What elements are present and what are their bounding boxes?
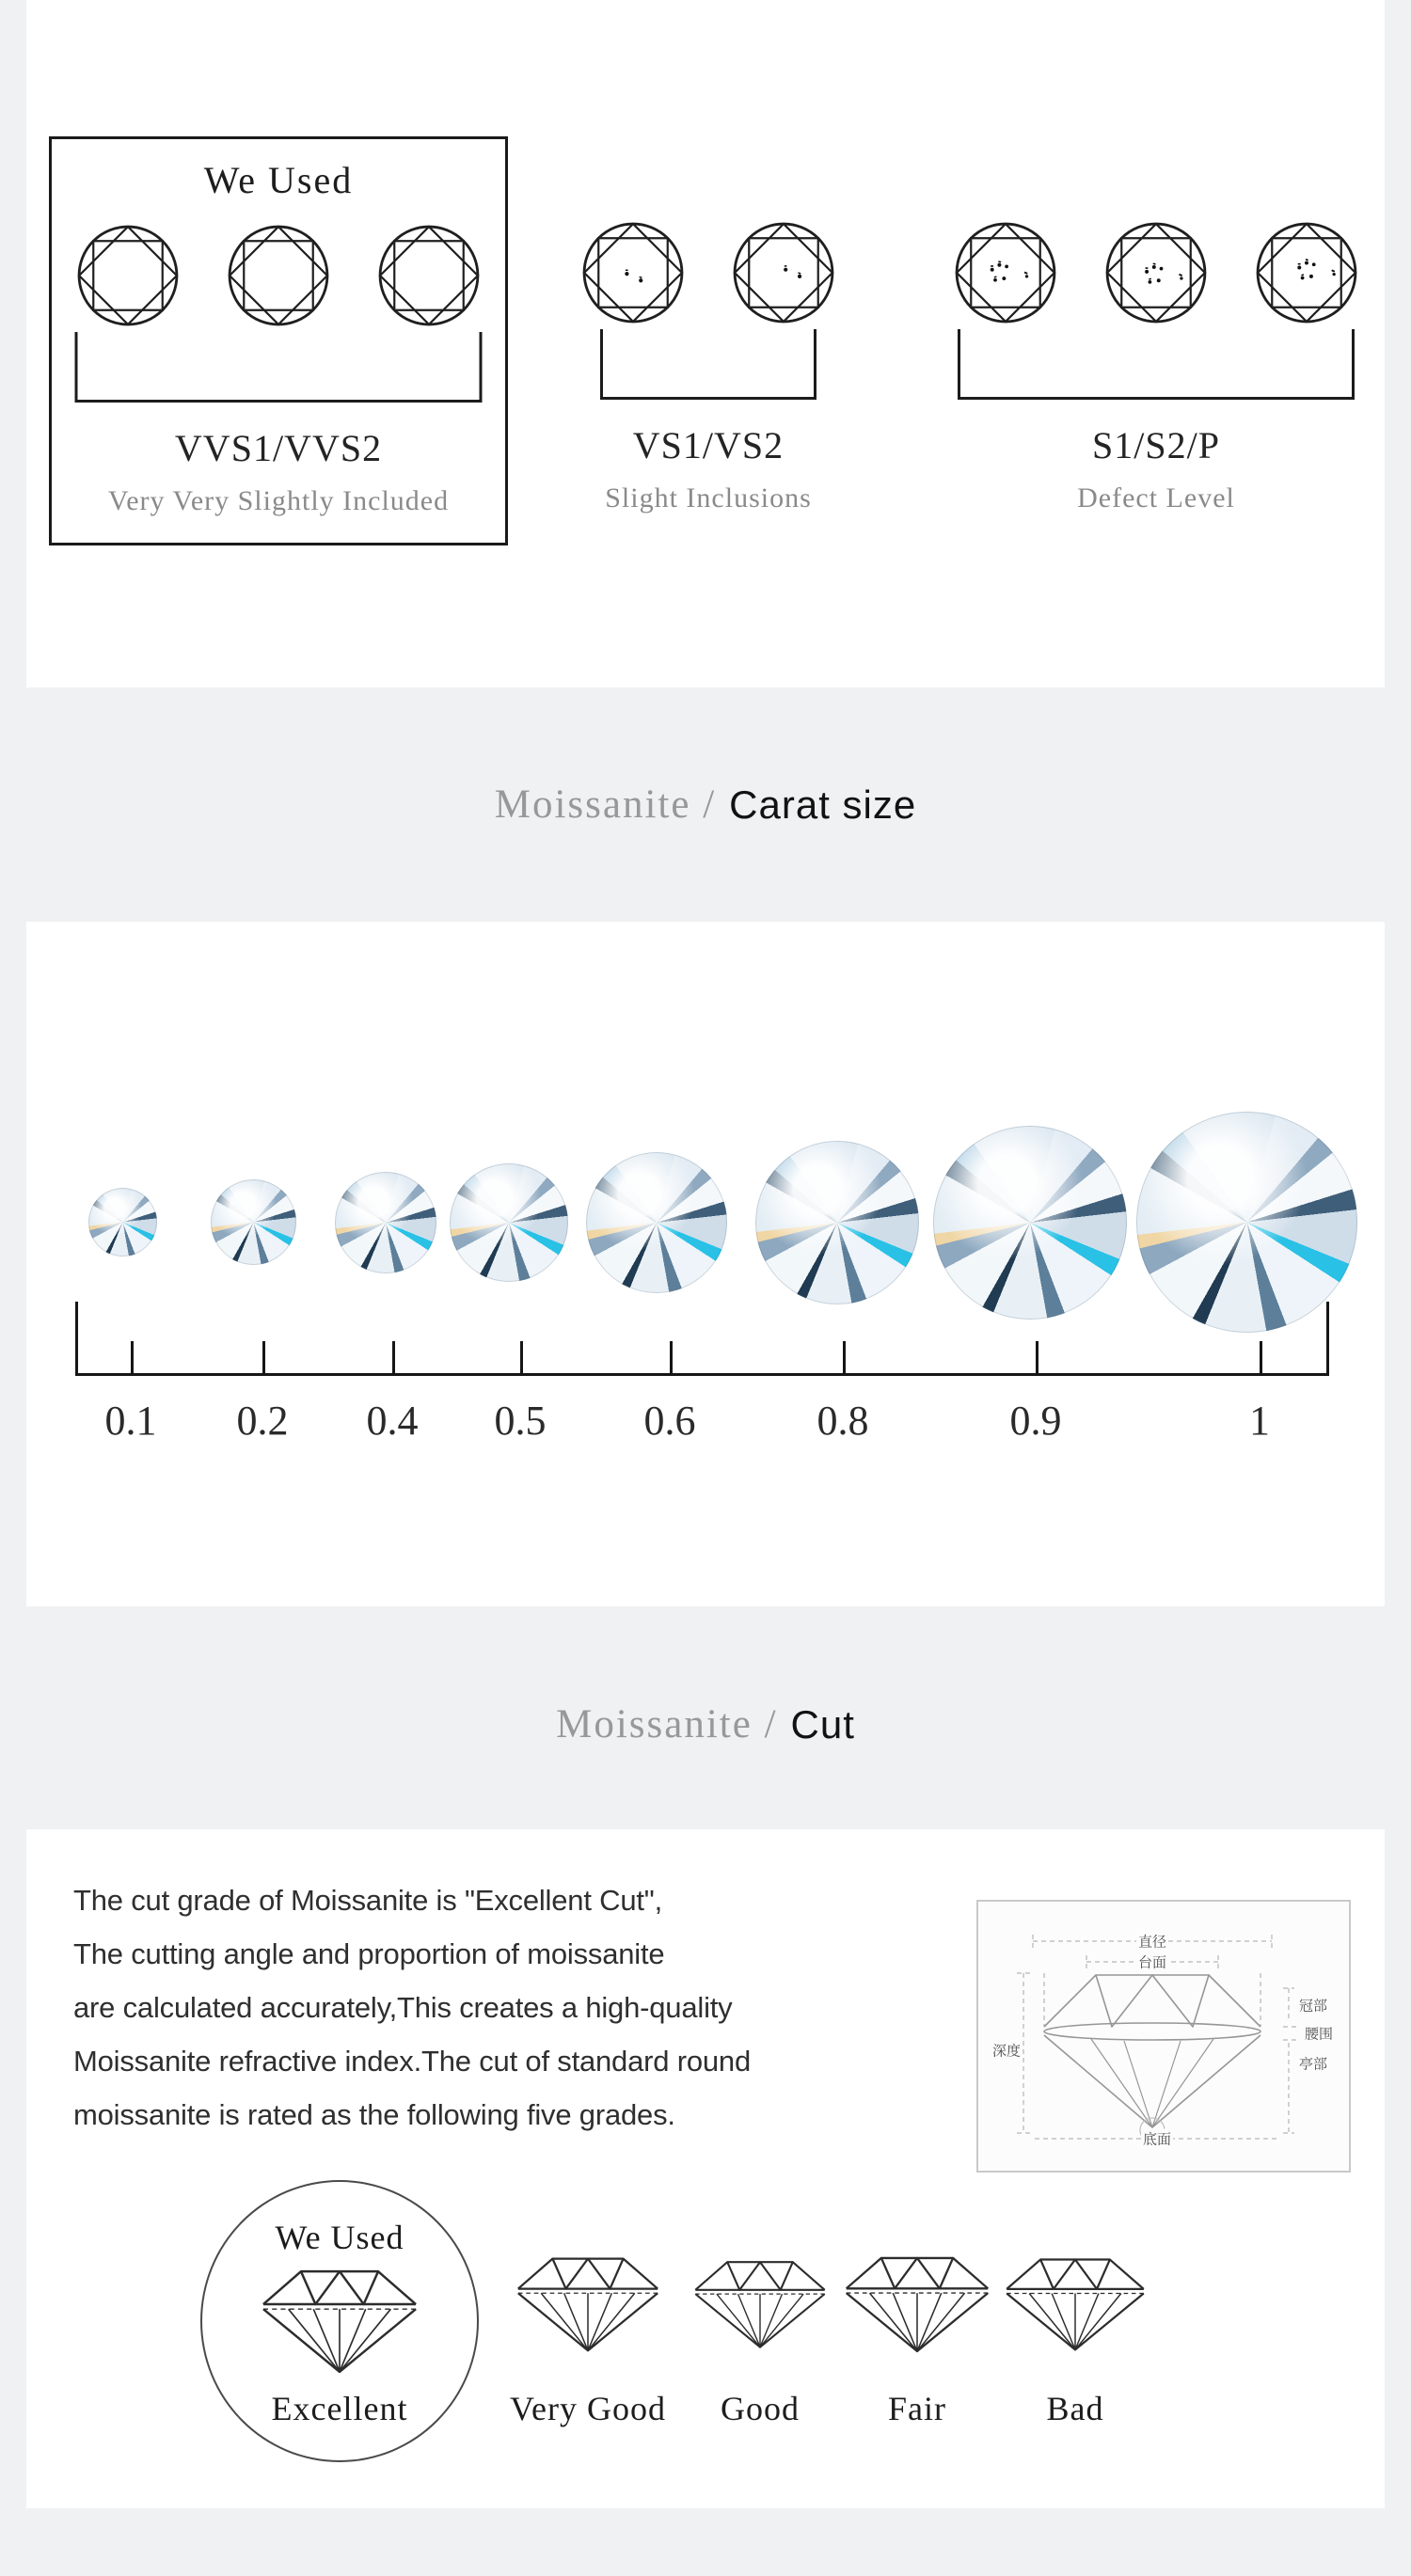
cut-grade-label-very-good: Very Good [510,2390,666,2427]
clarity-group-vs [520,136,896,545]
diamond-photo-0.4ct [335,1172,436,1273]
clarity-section-card [26,0,1385,687]
cut-section-heading [0,1606,1411,1829]
group-bracket [958,329,1355,400]
diamond-photo-0.2ct [211,1179,296,1265]
clarity-group-vvs-highlight-box [49,136,508,545]
cut-anatomy-diagram [976,1900,1351,2173]
diamond-side-view-icon-excellent [258,2266,422,2377]
clarity-grade-subtitle: Slight Inclusions [605,482,812,514]
carat-size-card [26,922,1385,1606]
diagram-label-crown: 冠部 [1297,1996,1329,2015]
diagram-label-table: 台面 [1136,1952,1168,1972]
carat-value-label: 0.2 [236,1398,289,1444]
carat-value-label: 0.8 [816,1398,869,1444]
carat-ruler [75,1302,1329,1376]
diagram-label-girdle: 腰围 [1303,2024,1335,2044]
heading-prefix: Moissanite / [556,1702,778,1746]
diamond-top-view-icon-defects [954,221,1057,324]
ruler-end-tick [75,1302,78,1376]
carat-value-label: 0.4 [366,1398,419,1444]
diamond-photo-0.9ct [933,1126,1127,1320]
s-stone-row [940,221,1372,324]
carat-value-label: 0.9 [1009,1398,1062,1444]
ruler-tick [843,1341,846,1376]
diamond-photo-0.6ct [586,1152,727,1293]
vvs-stone-row [52,224,505,327]
diamond-top-view-icon-inclusions [581,221,685,324]
carat-value-label: 1 [1249,1398,1270,1444]
group-bracket [75,332,483,403]
heading-prefix: Moissanite / [494,782,717,827]
ruler-tick [520,1341,523,1376]
diamond-top-view-icon-defects [1104,221,1208,324]
clarity-grade-title: VS1/VS2 [632,424,785,466]
cut-grade-label-bad: Bad [1046,2390,1104,2427]
clarity-group-s [940,136,1372,545]
group-bracket [600,329,816,400]
diamond-side-view-icon-fair [841,2252,993,2356]
carat-section-heading [0,687,1411,922]
ruler-tick [392,1341,395,1376]
diagram-label-culet: 底面 [1141,2129,1173,2149]
diamond-photo-0.1ct [88,1188,157,1256]
diagram-label-pavilion: 亭部 [1297,2054,1329,2074]
ruler-tick [262,1341,265,1376]
ruler-end-tick [1326,1302,1329,1376]
vs-stone-row [520,221,896,324]
heading-emphasis: Carat size [729,782,917,827]
cut-description-line: The cut grade of Moissanite is "Excellent Cut", [73,1884,663,1917]
we-used-label: We Used [275,2219,404,2256]
we-used-label: We Used [203,159,354,201]
carat-value-label: 0.5 [494,1398,547,1444]
carat-value-label: 0.1 [104,1398,157,1444]
clarity-grade-subtitle: Defect Level [1077,482,1235,514]
cut-section-card [26,1829,1385,2508]
diamond-top-view-icon [227,224,330,327]
diamond-photo-0.8ct [755,1141,919,1304]
cut-grade-label-excellent: Excellent [271,2390,408,2427]
ruler-tick [131,1341,134,1376]
diamond-top-view-icon-defects [1255,221,1358,324]
carat-value-label: 0.6 [643,1398,696,1444]
diamond-photo-0.5ct [450,1163,568,1282]
cut-grade-label-fair: Fair [888,2390,946,2427]
cut-description-line: moissanite is rated as the following five grades. [73,2098,675,2131]
cut-grade-label-good: Good [721,2390,800,2427]
cut-description-line: are calculated accurately,This creates a high-quality [73,1991,733,2024]
diamond-side-view-icon-bad [996,2254,1154,2354]
diamond-top-view-icon [76,224,180,327]
diamond-top-view-icon-inclusions [732,221,835,324]
diagram-label-diameter: 直径 [1136,1932,1168,1952]
diamond-photo-1ct [1136,1112,1357,1333]
ruler-tick [1036,1341,1038,1376]
clarity-grade-title: VVS1/VVS2 [174,427,383,469]
diamond-side-view-icon-very-good [513,2253,663,2355]
diamond-top-view-icon [377,224,481,327]
cut-description-line: The cutting angle and proportion of moissanite [73,1937,665,1970]
clarity-grade-subtitle: Very Very Slightly Included [107,485,450,516]
ruler-tick [670,1341,673,1376]
heading-emphasis: Cut [790,1701,855,1746]
diagram-label-depth: 深度 [991,2041,1023,2061]
cut-description-line: Moissanite refractive index.The cut of standard round [73,2045,752,2078]
clarity-grade-title: S1/S2/P [1092,424,1220,466]
cut-description-paragraph [73,1873,920,2141]
diamond-side-view-icon-good [690,2257,830,2351]
ruler-tick [1260,1341,1262,1376]
